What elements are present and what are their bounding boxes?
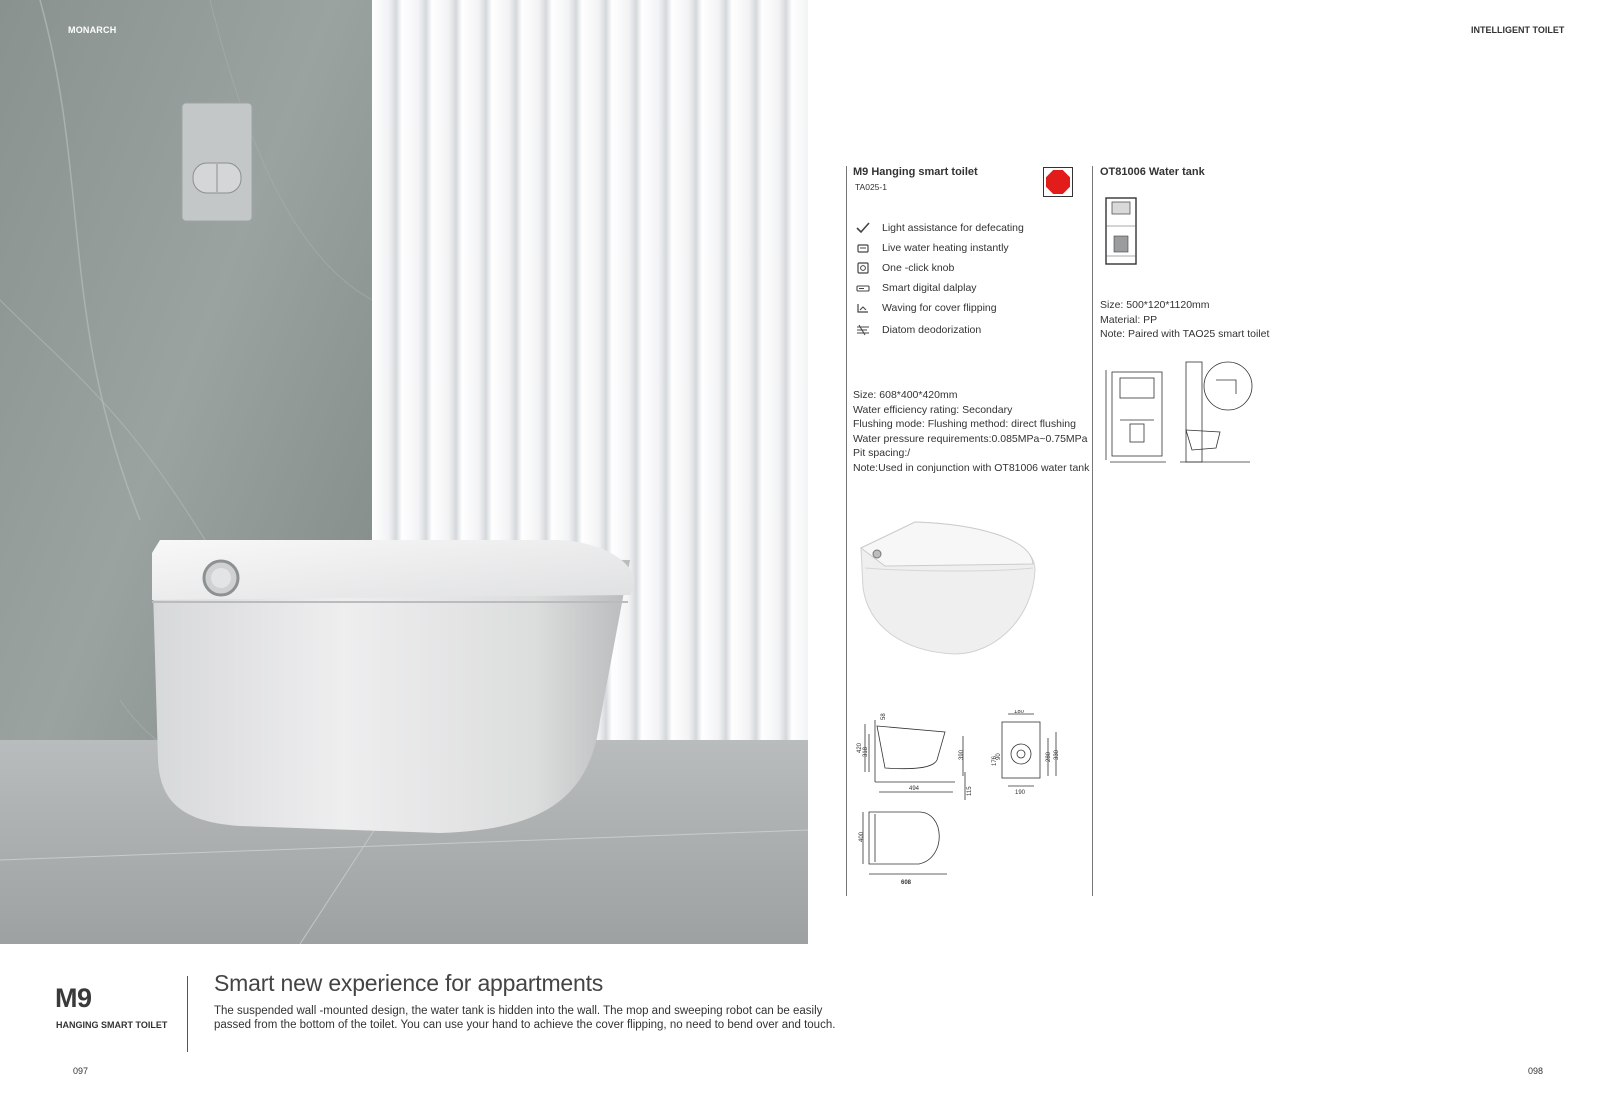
- list-item: [856, 218, 1024, 238]
- feature-list: [856, 218, 1024, 340]
- dim-label: 180: [1014, 710, 1025, 715]
- column-divider: [846, 166, 847, 896]
- wand-icon: [856, 222, 870, 234]
- dim-label: 390: [959, 749, 965, 760]
- product-title: M9 Hanging smart toilet: [853, 166, 978, 178]
- product-code: TA025-1: [855, 182, 887, 192]
- product-specs: [853, 388, 1103, 476]
- model-name: M9: [55, 983, 92, 1013]
- dim-label: 90: [996, 753, 1002, 760]
- list-item: [856, 278, 1024, 298]
- feature-label: One -click knob: [882, 262, 955, 274]
- red-badge: [1043, 167, 1073, 197]
- display-icon: [856, 282, 870, 294]
- tank-title: OT81006 Water tank: [1100, 166, 1205, 178]
- knob-icon: [856, 262, 870, 274]
- spec-line: Water pressure requirements:0.085MPa~0.75MPa: [853, 432, 1088, 445]
- tank-specs: [1100, 298, 1269, 342]
- column-divider: [1092, 166, 1093, 896]
- spec-line: Flushing mode: Flushing method: direct flushing: [853, 418, 1076, 431]
- dim-label: 115: [967, 786, 973, 796]
- heater-icon: [856, 242, 870, 254]
- spec-line: Size: 608*400*420mm: [853, 389, 958, 401]
- divider: [187, 976, 188, 1052]
- feature-label: Smart digital dalplay: [882, 282, 977, 294]
- dim-label: 494: [909, 786, 920, 792]
- spec-line: Water efficiency rating: Secondary: [853, 403, 1013, 416]
- description: The suspended wall -mounted design, the water tank is hidden into the wall. The mop and sweeping robot can be easily passed from the bottom of the toilet. You can use your hand to achieve the cover flipping, no need to bend over and touch.: [214, 1005, 836, 1031]
- spec-line: Note:Used in conjunction with OT81006 water tank: [853, 461, 1090, 474]
- dim-label: 190: [1015, 790, 1026, 795]
- rear-view-drawing: [988, 710, 1068, 800]
- octagon-icon: [1046, 170, 1070, 194]
- feature-label: Waving for cover flipping: [882, 302, 997, 314]
- feature-label: Light assistance for defecating: [882, 222, 1024, 234]
- product-thumbnail: [855, 508, 1045, 663]
- page-number-left: 097: [73, 1066, 89, 1076]
- dim-label: 280: [1046, 751, 1052, 762]
- feature-label: Diatom deodorization: [882, 324, 982, 336]
- tank-technical-drawing: [1100, 360, 1260, 485]
- spec-line: Pit spacing:/: [853, 447, 911, 460]
- feature-label: Live water heating instantly: [882, 242, 1009, 254]
- dim-label: 58: [881, 713, 887, 720]
- spec-line: Note: Paired with TAO25 smart toilet: [1100, 328, 1270, 341]
- model-subtitle: HANGING SMART TOILET: [56, 1020, 168, 1030]
- dim-label: 318: [863, 746, 869, 757]
- dim-label: 608: [901, 880, 912, 886]
- list-item: [856, 298, 1024, 318]
- spec-line: Size: 500*120*1120mm: [1100, 299, 1210, 311]
- section-title: INTELLIGENT TOILET: [1471, 25, 1565, 35]
- dim-label: 420: [857, 742, 863, 753]
- dim-label: 176: [992, 755, 998, 766]
- brand-label: MONARCH: [68, 25, 117, 35]
- deodorize-icon: [856, 324, 870, 336]
- product-photo: [0, 0, 808, 944]
- list-item: [856, 258, 1024, 278]
- top-view-drawing: [855, 808, 955, 893]
- spec-line: Material: PP: [1100, 313, 1158, 326]
- dim-label: 330: [1054, 749, 1060, 760]
- page-number-right: 098: [1528, 1066, 1544, 1076]
- side-view-drawing: [855, 712, 985, 807]
- tank-thumbnail: [1103, 196, 1139, 273]
- dim-label: 400: [859, 831, 865, 842]
- list-item: [856, 238, 1024, 258]
- headline: Smart new experience for appartments: [214, 970, 604, 996]
- list-item: [856, 320, 1024, 340]
- hand-wave-icon: [856, 302, 870, 314]
